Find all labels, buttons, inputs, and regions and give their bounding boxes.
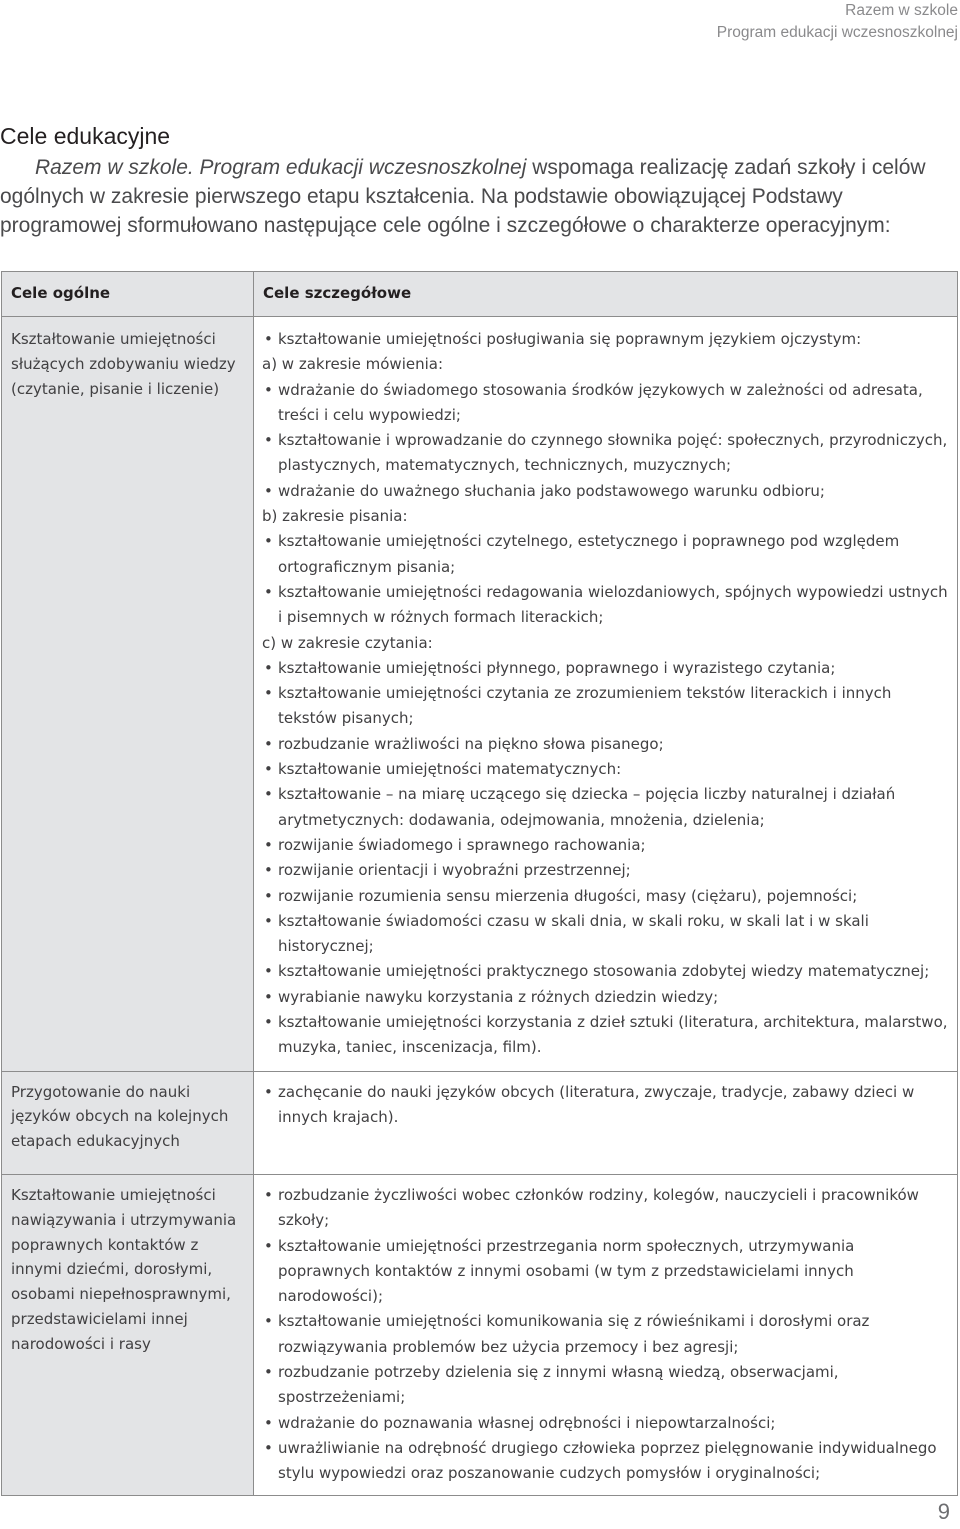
table-header-row	[2, 272, 958, 317]
general-goal-text: Przygotowanie do nauki języków obcych na kolejnych etapach edukacyjnych	[11, 1082, 229, 1151]
list-item: • kształtowanie umiejętności płynnego, poprawnego i wyrazistego czytania;	[262, 656, 951, 681]
table-row	[2, 1175, 958, 1496]
column-header-general: Cele ogólne	[2, 272, 254, 317]
table-row	[2, 317, 958, 1072]
intro-text: wspomaga realizację zadań szkoły i celów ogólnych w zakresie pierwszego etapu kształcenia. Na podstawie obowiązującej Podstawy programowej sformułowano następujące cele ogólne i szczegółowe o charakterze operacyjnym:	[0, 156, 926, 237]
list-item: • rozbudzanie życzliwości wobec członków rodziny, kolegów, nauczycieli i pracowników szkoły;	[262, 1183, 951, 1234]
goals-table	[1, 271, 958, 1496]
list-item: • kształtowanie umiejętności komunikowania się z rówieśnikami i dorosłymi oraz rozwiązywania problemów bez użycia przemocy i bez agresji;	[262, 1309, 951, 1360]
list-item: • kształtowanie świadomości czasu w skali dnia, w skali roku, w skali lat i w skali historycznej;	[262, 909, 951, 960]
list-item: • rozwijanie rozumienia sensu mierzenia długości, masy (ciężaru), pojemności;	[262, 884, 951, 909]
general-goal-cell	[2, 1175, 254, 1496]
list-item: • kształtowanie umiejętności redagowania wielozdaniowych, spójnych wypowiedzi ustnych i pisemnych w różnych formach literackich;	[262, 580, 951, 631]
general-goal-cell	[2, 1071, 254, 1174]
list-item: • rozwijanie świadomego i sprawnego rachowania;	[262, 833, 951, 858]
detailed-goals-cell	[254, 1071, 958, 1174]
running-header-title: Razem w szkole	[845, 2, 958, 19]
list-item: • wdrażanie do poznawania własnej odrębności i niepowtarzalności;	[262, 1411, 951, 1436]
list-item: • kształtowanie i wprowadzanie do czynnego słownika pojęć: społecznych, przyrodniczych, plastycznych, matematycznych, technicznych, muzycznych;	[262, 428, 951, 479]
list-item: • rozbudzanie potrzeby dzielenia się z innymi własną wiedzą, obserwacjami, spostrzeżeniami;	[262, 1360, 951, 1411]
list-item: • kształtowanie umiejętności czytania ze zrozumieniem tekstów literackich i innych tekstów pisanych;	[262, 681, 951, 732]
list-item: • rozbudzanie wrażliwości na piękno słowa pisanego;	[262, 732, 951, 757]
page-number: 9	[937, 1499, 950, 1524]
subsection-label: c) w zakresie czytania:	[262, 633, 433, 652]
detailed-goals-cell	[254, 1175, 958, 1496]
list-item: • zachęcanie do nauki języków obcych (literatura, zwyczaje, tradycje, zabawy dzieci w innych krajach).	[262, 1080, 951, 1131]
list-item: • kształtowanie umiejętności praktycznego stosowania zdobytej wiedzy matematycznej;	[262, 959, 951, 984]
general-goal-cell	[2, 317, 254, 1072]
table-row	[2, 1071, 958, 1174]
detailed-goals-list	[262, 1080, 951, 1131]
program-title: Razem w szkole. Program edukacji wczesnoszkolnej	[35, 156, 527, 179]
goals-table-wrapper	[1, 271, 957, 1496]
list-item: • kształtowanie umiejętności czytelnego, estetycznego i poprawnego pod względem ortograficznym pisania;	[262, 529, 951, 580]
detailed-goals-list	[262, 327, 951, 1061]
list-item: • kształtowanie umiejętności posługiwania się poprawnym językiem ojczystym:	[262, 327, 951, 352]
list-item: • wdrażanie do uważnego słuchania jako podstawowego warunku odbioru;	[262, 479, 951, 504]
list-item: • wdrażanie do świadomego stosowania środków językowych w zależności od adresata, treści i celu wypowiedzi;	[262, 378, 951, 429]
general-goal-text: Kształtowanie umiejętności służących zdobywaniu wiedzy (czytanie, pisanie i liczenie)	[11, 330, 236, 398]
list-item: • kształtowanie – na miarę uczącego się dziecka – pojęcia liczby naturalnej i działań arytmetycznych: dodawania, odejmowania, mnożenia, dzielenia;	[262, 782, 951, 833]
intro-paragraph	[0, 153, 960, 240]
list-item: • kształtowanie umiejętności matematycznych:	[262, 757, 951, 782]
column-header-detailed: Cele szczegółowe	[254, 272, 958, 317]
subsection-label: b) zakresie pisania:	[262, 507, 408, 526]
subsection-label: a) w zakresie mówienia:	[262, 355, 444, 374]
general-goal-text: Kształtowanie umiejętności nawiązywania i utrzymywania poprawnych kontaktów z innymi dziećmi, dorosłymi, osobami niepełnosprawnymi, przedstawicielami innej narodowości i rasy	[11, 1186, 237, 1353]
list-item: • uwrażliwianie na odrębność drugiego człowieka poprzez pielęgnowanie indywidualnego stylu wypowiedzi oraz poszanowanie cudzych pomysłów i oryginalności;	[262, 1436, 951, 1487]
list-item: • kształtowanie umiejętności przestrzegania norm społecznych, utrzymywania poprawnych kontaktów z innymi osobami (w tym z przedstawicielami innych narodowości);	[262, 1234, 951, 1310]
detailed-goals-cell	[254, 317, 958, 1072]
running-header	[717, 0, 958, 44]
section-title: Cele edukacyjne	[0, 123, 171, 149]
list-item: • rozwijanie orientacji i wyobraźni przestrzennej;	[262, 858, 951, 883]
list-item: • kształtowanie umiejętności korzystania z dzieł sztuki (literatura, architektura, malarstwo, muzyka, taniec, inscenizacja, film).	[262, 1010, 951, 1061]
list-item: • wyrabianie nawyku korzystania z różnych dziedzin wiedzy;	[262, 985, 951, 1010]
running-header-subtitle: Program edukacji wczesnoszkolnej	[716, 24, 958, 41]
detailed-goals-list	[262, 1183, 951, 1487]
